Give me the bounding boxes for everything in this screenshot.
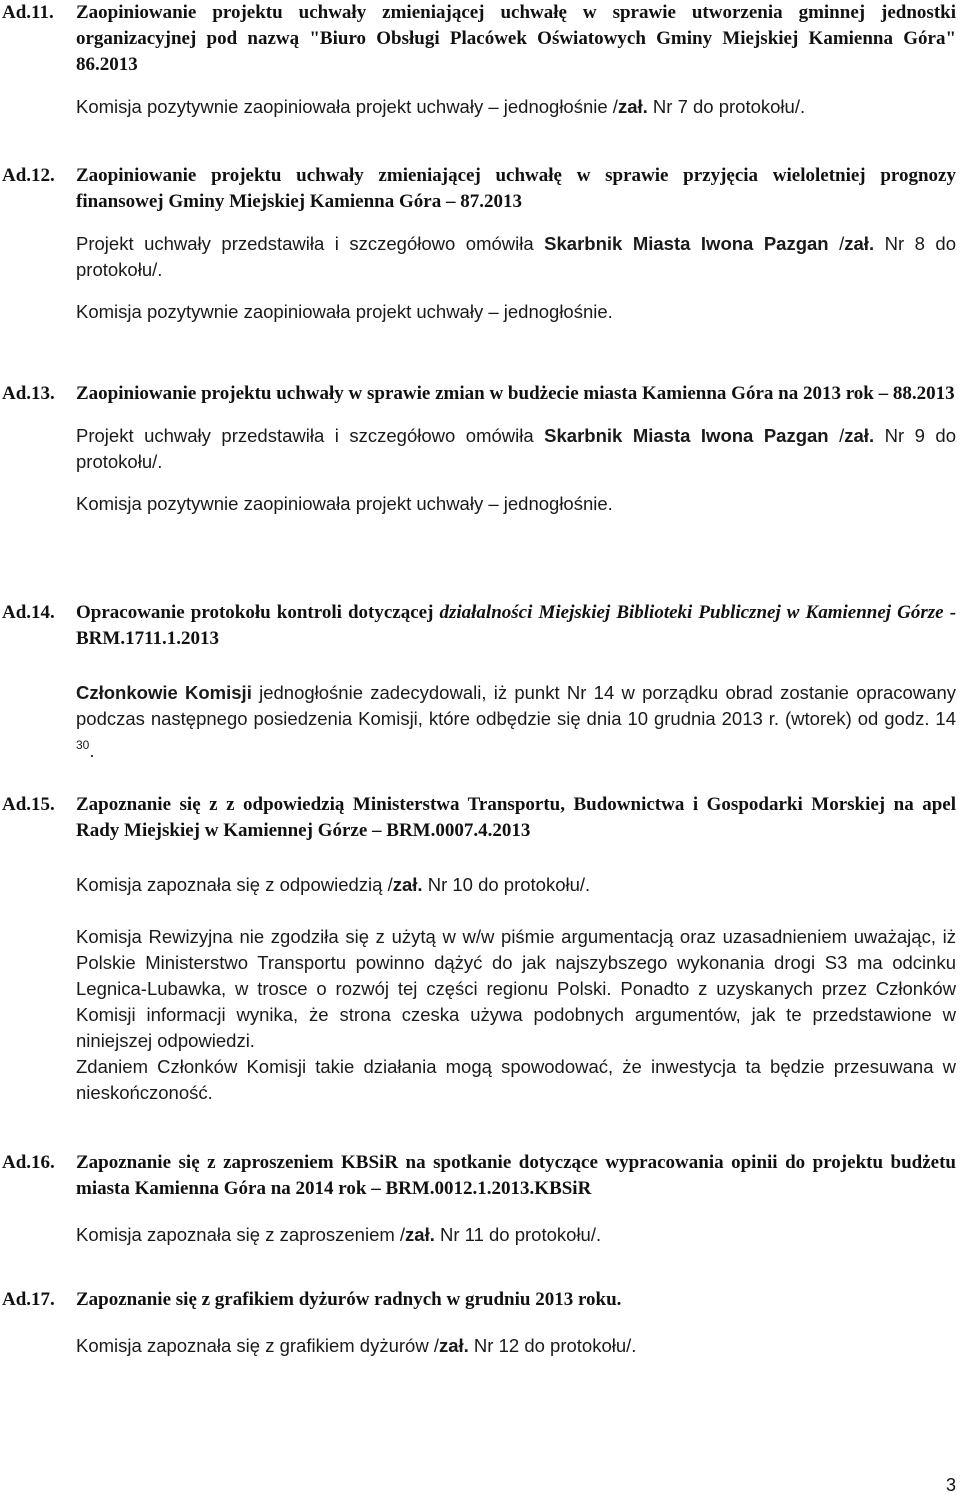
section-paragraph — [76, 94, 956, 120]
paragraph-text: Komisja zapoznała się z odpowiedzią / — [76, 874, 393, 895]
paragraph-text: / — [828, 425, 845, 446]
section-ad14 — [2, 600, 956, 764]
section-number: Ad.16. — [2, 1152, 55, 1173]
section-title — [76, 600, 956, 652]
section-title: Zaopiniowanie projektu uchwały zmieniającej uchwałę w sprawie przyjęcia wieloletniej prognozy finansowej Gminy Miejskiej Kamienna Góra – 87.2013 — [76, 165, 956, 212]
section-paragraph — [76, 423, 956, 475]
title-text: - BRM.1711.1.2013 — [76, 602, 956, 649]
paragraph-bold-text: zał. — [617, 96, 648, 117]
page-number: 3 — [945, 1475, 956, 1495]
section-title: Zaopiniowanie projektu uchwały w sprawie zmian w budżecie miasta Kamienna Góra na 2013 rok – 88.2013 — [76, 383, 955, 404]
section-number: Ad.15. — [2, 794, 55, 815]
section-title: Zapoznanie się z zaproszeniem KBSiR na spotkanie dotyczące wypracowania opinii do projektu budżetu miasta Kamienna Góra na 2014 rok – BRM.0012.1.2013.KBSiR — [76, 1152, 956, 1199]
section-paragraph — [76, 680, 956, 764]
section-paragraph: Komisja pozytywnie zaopiniowała projekt uchwały – jednogłośnie. — [76, 301, 613, 322]
paragraph-bold-text: Członkowie Komisji — [76, 682, 252, 703]
paragraph-text: jednogłośnie zadecydowali, iż punkt Nr 14 w porządku obrad zostanie opracowany podczas następnego posiedzenia Komisji, które odbędzie się dnia 10 grudnia 2013 r. (wtorek) od godz. 14 — [76, 682, 956, 729]
section-title: Zapoznanie się z grafikiem dyżurów radnych w grudniu 2013 roku. — [76, 1289, 622, 1310]
paragraph-text: Nr 9 do protokołu/. — [76, 425, 957, 472]
section-number: Ad.14. — [2, 602, 55, 623]
paragraph-text: Komisja zapoznała się z zaproszeniem / — [76, 1224, 406, 1245]
paragraph-bold-text: Skarbnik Miasta Iwona Pazgan — [544, 425, 829, 446]
paragraph-text: / — [828, 233, 845, 254]
section-paragraph — [76, 1333, 956, 1359]
paragraph-text: Projekt uchwały przedstawiła i szczegółowo omówiła — [76, 233, 545, 254]
paragraph-text: Nr 7 do protokołu/. — [647, 96, 806, 117]
paragraph-text: Projekt uchwały przedstawiła i szczegółowo omówiła — [76, 425, 545, 446]
section-number: Ad.11. — [2, 2, 54, 23]
section-ad11 — [2, 0, 956, 120]
paragraph-bold-text: zał. — [438, 1335, 469, 1356]
section-paragraph: Zdaniem Członków Komisji takie działania mogą spowodować, że inwestycja ta będzie przesuwana w nieskończoność. — [76, 1056, 956, 1103]
section-paragraph — [76, 872, 956, 898]
section-title: Zaopiniowanie projektu uchwały zmieniającej uchwałę w sprawie utworzenia gminnej jednostki organizacyjnej pod nazwą "Biuro Obsługi Placówek Oświatowych Gminy Miejskiej Kamienna Góra" 86.2013 — [76, 2, 956, 75]
title-italic-text: działalności Miejskiej Biblioteki Publicznej w Kamiennej Górze — [439, 602, 944, 623]
paragraph-bold-text: zał. — [392, 874, 423, 895]
section-number: Ad.12. — [2, 165, 55, 186]
section-paragraph — [76, 231, 956, 283]
paragraph-text: . — [89, 740, 95, 761]
paragraph-text: Nr 10 do protokołu/. — [422, 874, 591, 895]
paragraph-text: Nr 8 do protokołu/. — [76, 233, 957, 280]
section-ad17 — [2, 1287, 956, 1359]
paragraph-bold-text: Skarbnik Miasta Iwona Pazgan — [544, 233, 829, 254]
section-ad16 — [2, 1150, 956, 1248]
paragraph-text: Komisja pozytywnie zaopiniowała projekt uchwały – jednogłośnie / — [76, 96, 618, 117]
title-text: Opracowanie protokołu kontroli dotyczącej — [76, 602, 440, 623]
paragraph-bold-text: zał. — [844, 425, 875, 446]
section-title: Zapoznanie się z z odpowiedzią Ministerstwa Transportu, Budownictwa i Gospodarki Morskiej na apel Rady Miejskiej w Kamiennej Górze – BRM.0007.4.2013 — [76, 794, 956, 841]
paragraph-text: Nr 12 do protokołu/. — [468, 1335, 637, 1356]
paragraph-bold-text: zał. — [844, 233, 875, 254]
paragraph-text: Komisja zapoznała się z grafikiem dyżurów / — [76, 1335, 439, 1356]
section-ad13 — [2, 381, 956, 517]
section-number: Ad.17. — [2, 1289, 55, 1310]
superscript-text: 30 — [76, 738, 90, 752]
paragraph-text: Nr 11 do protokołu/. — [434, 1224, 602, 1245]
section-paragraph: Komisja Rewizyjna nie zgodziła się z użytą w w/w piśmie argumentacją oraz uzasadnieniem uważając, iż Polskie Ministerstwo Transportu powinno dążyć do jak najszybszego wykonania drogi S3 ma odcinku Legnica-Lubawka, w trosce o rozwój tej części regionu Polski. Ponadto z uzyskanych przez Członków Komisji informacji wynika, że strona czeska używa podobnych argumentów, jak te przedstawione w niniejszej odpowiedzi. — [76, 926, 956, 1051]
section-paragraph — [76, 1222, 956, 1248]
section-number: Ad.13. — [2, 383, 55, 404]
section-paragraph: Komisja pozytywnie zaopiniowała projekt uchwały – jednogłośnie. — [76, 493, 613, 514]
section-ad12 — [2, 163, 956, 325]
paragraph-bold-text: zał. — [405, 1224, 435, 1245]
section-ad15 — [2, 792, 956, 1106]
